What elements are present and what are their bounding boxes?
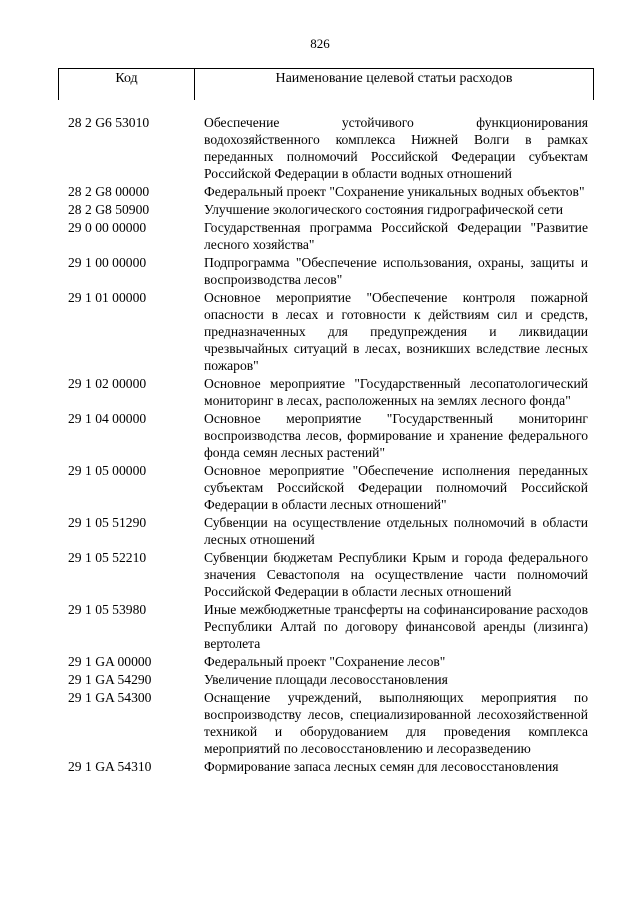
row-code: 29 1 05 51290 <box>68 515 147 530</box>
table-row <box>68 219 588 253</box>
table-row <box>68 375 588 409</box>
row-code: 29 1 GA 54310 <box>68 759 152 774</box>
row-code: 29 1 02 00000 <box>68 376 147 391</box>
table-row <box>68 410 588 461</box>
row-code: 29 1 GA 54300 <box>68 690 152 705</box>
table-header <box>58 68 594 100</box>
row-name: Основное мероприятие "Государственный лесопатологический мониторинг в лесах, расположенных на землях лесного фонда" <box>204 376 588 408</box>
table-row <box>68 549 588 600</box>
table-row <box>68 689 588 757</box>
row-name: Формирование запаса лесных семян для лесовосстановления <box>204 759 559 774</box>
page-number: 826 <box>310 36 330 51</box>
row-name: Субвенции на осуществление отдельных полномочий в области лесных отношений <box>204 515 588 547</box>
table-row <box>68 514 588 548</box>
row-name: Основное мероприятие "Обеспечение исполнения переданных субъектам Российской Федерации полномочий Российской Федерации в области лесных отношений" <box>204 463 588 512</box>
row-code: 28 2 G8 00000 <box>68 184 150 199</box>
column-header-name: Наименование целевой статьи расходов <box>275 71 513 86</box>
row-name: Обеспечение устойчивого функционирования водохозяйственного комплекса Нижней Волги в рамках переданных полномочий Российской Федерации субъектам Российской Федерации в области водных отношений <box>204 115 588 181</box>
row-code: 29 1 04 00000 <box>68 411 147 426</box>
row-name: Оснащение учреждений, выполняющих мероприятия по воспроизводству лесов, специализированной лесохозяйственной техникой и оборудованием для проведения комплекса мероприятий по лесовосстановлению и лесоразведению <box>204 690 588 756</box>
row-name: Федеральный проект "Сохранение лесов" <box>204 654 446 669</box>
table-row <box>68 671 588 688</box>
row-code: 29 1 00 00000 <box>68 255 147 270</box>
row-name: Основное мероприятие "Обеспечение контроля пожарной опасности в лесах и готовности к действиям сил и средств, предназначенных для предупреждения и ликвидации чрезвычайных ситуаций в лесах, возникших вследствие лесных пожаров" <box>204 290 588 373</box>
table-row <box>68 254 588 288</box>
table-row <box>68 653 588 670</box>
row-name: Иные межбюджетные трансферты на софинансирование расходов Республики Алтай по договору финансовой аренды (лизинга) вертолета <box>204 602 588 651</box>
row-name: Подпрограмма "Обеспечение использования, охраны, защиты и воспроизводства лесов" <box>204 255 588 287</box>
row-code: 29 1 05 52210 <box>68 550 147 565</box>
row-name: Увеличение площади лесовосстановления <box>204 672 448 687</box>
row-name: Государственная программа Российской Федерации "Развитие лесного хозяйства" <box>204 220 588 252</box>
table-row <box>68 462 588 513</box>
table-row <box>68 114 588 182</box>
row-code: 29 1 GA 54290 <box>68 672 152 687</box>
table-row <box>68 289 588 374</box>
row-code: 28 2 G6 53010 <box>68 115 150 130</box>
row-name: Основное мероприятие "Государственный мониторинг воспроизводства лесов, формирование и хранение федерального фонда семян лесных растений" <box>204 411 588 460</box>
table-row <box>68 758 588 775</box>
row-name: Субвенции бюджетам Республики Крым и города федерального значения Севастополя на осуществление части полномочий Российской Федерации в области лесных отношений <box>204 550 588 599</box>
table-row <box>68 183 588 200</box>
row-code: 29 1 05 53980 <box>68 602 147 617</box>
table-row <box>68 201 588 218</box>
expense-items-list <box>68 114 588 775</box>
row-code: 29 1 GA 00000 <box>68 654 152 669</box>
row-code: 29 0 00 00000 <box>68 220 147 235</box>
table-row <box>68 601 588 652</box>
row-code: 29 1 01 00000 <box>68 290 147 305</box>
row-name: Улучшение экологического состояния гидрографической сети <box>204 202 564 217</box>
row-name: Федеральный проект "Сохранение уникальных водных объектов" <box>204 184 585 199</box>
column-header-code: Код <box>115 71 138 86</box>
row-code: 29 1 05 00000 <box>68 463 147 478</box>
row-code: 28 2 G8 50900 <box>68 202 150 217</box>
